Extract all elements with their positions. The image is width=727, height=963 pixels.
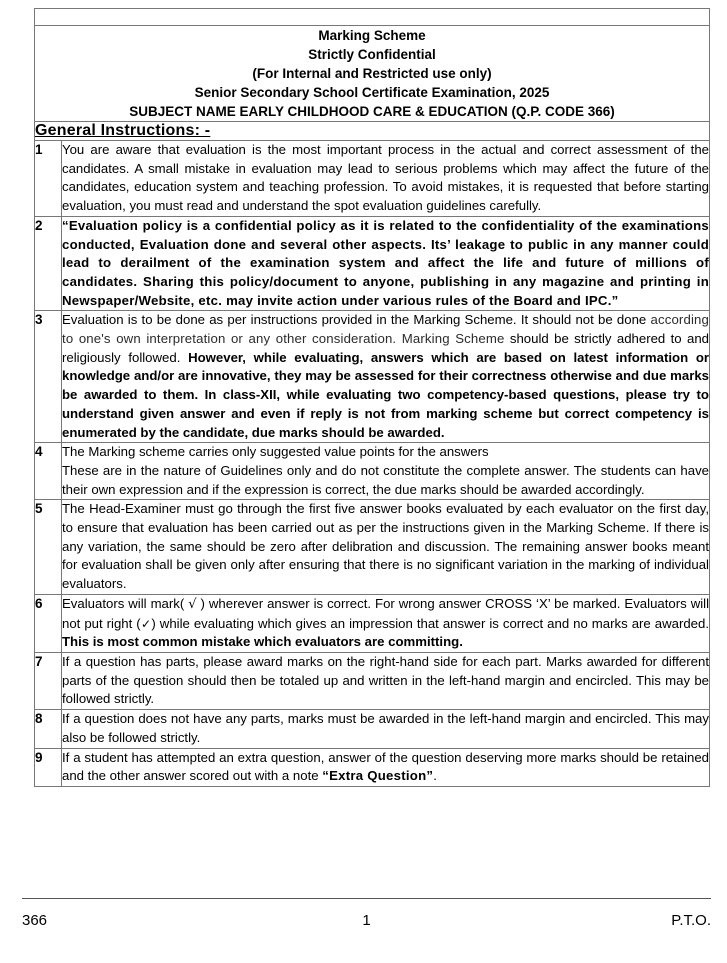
instruction-3-segment-b: according to one's own interpretation or any other consideration. Marking Scheme [62,312,709,347]
instruction-paragraph-7: If a question has parts, please award marks on the right-hand side for each part. Marks awarded for different parts of the question should then be totaled up and written in the left-hand margin and encircled. This may be followed strictly. [62,653,709,707]
instruction-9-segment-c: . [433,768,437,784]
instruction-paragraph-3 [62,311,709,442]
header-line-confidential: Strictly Confidential [308,47,436,62]
instruction-text-8 [62,710,710,748]
instruction-number-5: 5 [35,500,62,595]
instruction-row-7 [35,652,710,709]
footer-divider [22,898,711,899]
instruction-9-segment-a: If a student has attempted an extra question, answer of the question deserving more marks should be retained and the other answer scored out with a note [62,749,709,784]
header-line-internal-use: (For Internal and Restricted use only) [252,66,492,81]
instruction-text-3 [62,311,710,443]
footer-subject-code: 366 [22,912,48,929]
instruction-6-segment-d: This is most common mistake which evaluators are committing. [62,634,463,650]
instruction-row-3 [35,311,710,443]
instruction-number-1: 1 [35,141,62,217]
instruction-paragraph-9 [62,749,709,786]
instruction-row-6 [35,594,710,652]
instruction-4-line-2: These are in the nature of Guidelines only and do not constitute the complete answer. The students can have their own expression and if the expression is correct, the due marks should be awarded accordingly. [62,462,709,497]
instruction-row-5 [35,500,710,595]
instruction-6-segment-c: ) while evaluating which gives an impression that answer is correct and no marks are awarded. [151,615,709,631]
instruction-text-4 [62,443,710,500]
instruction-row-2 [35,216,710,311]
instruction-paragraph-2: “Evaluation policy is a confidential policy as it is related to the confidentiality of the examinations conducted, Evaluation done and several other aspects. Its’ leakage to public in any manner could lead to derailment of the examination system and affect the life and future of millions of candidates. Sharing this policy/document to anyone, publishing in any magazine and printing in Newspaper/Website, etc. may invite action under various rules of the Board and IPC.” [62,217,709,308]
instruction-text-5 [62,500,710,595]
top-spacer-cell [35,9,710,26]
header-row [35,26,710,122]
instruction-6-segment-a: Evaluators will mark( [62,595,189,611]
radical-symbol-icon: √ [188,596,197,612]
instruction-text-7 [62,652,710,709]
instruction-row-1 [35,141,710,217]
general-instructions-title: General Instructions: - [35,122,211,139]
instruction-3-segment-a: Evaluation is to be done as per instructions provided in the Marking Scheme. It should not be done [62,312,651,328]
general-instructions-row [35,122,710,141]
top-spacer-row [35,9,710,26]
instruction-paragraph-5: The Head-Examiner must go through the first five answer books evaluated by each evaluator on the first day, to ensure that evaluation has been carried out as per the instructions given in the Marking Scheme. If there is any variation, the same should be zero after delibration and discussion. The remaining answer books meant for evaluation shall be given only after ensuring that there is no significant variation in the marking of individual evaluators. [62,501,709,592]
instruction-number-8: 8 [35,710,62,748]
instruction-number-2: 2 [35,216,62,311]
page-footer [22,912,711,938]
instruction-9-extra-question: “Extra Question” [322,768,434,784]
instruction-row-9 [35,748,710,786]
instruction-number-3: 3 [35,311,62,443]
header-cell [35,26,710,122]
header-line-marking-scheme: Marking Scheme [318,28,426,43]
footer-page-number: 1 [362,912,371,929]
instruction-paragraph-1: You are aware that evaluation is the most important process in the actual and correct assessment of the candidates. A small mistake in evaluation may lead to serious problems which may affect the future of the candidates, education system and teaching profession. To avoid mistakes, it is requested that before starting evaluation, you must read and understand the spot evaluation guidelines carefully. [62,142,709,214]
instruction-text-6 [62,594,710,652]
checkmark-icon: ✓ [140,616,152,631]
instruction-text-2 [62,216,710,311]
instruction-paragraph-8: If a question does not have any parts, marks must be awarded in the left-hand margin and encircled. This may also be followed strictly. [62,711,709,745]
instruction-text-9 [62,748,710,786]
instruction-row-4 [35,443,710,500]
instruction-number-9: 9 [35,748,62,786]
general-instructions-cell [35,122,710,141]
header-line-subject: SUBJECT NAME EARLY CHILDHOOD CARE & EDUCATION (Q.P. CODE 366) [129,104,615,119]
instruction-number-7: 7 [35,652,62,709]
instruction-paragraph-6 [62,595,709,652]
instruction-number-4: 4 [35,443,62,500]
instruction-6-segment-b: ) wherever answer is correct. For wrong answer CROSS ‘X’ be marked. Evaluators will not put right ( [62,595,710,631]
instruction-number-6: 6 [35,594,62,652]
instruction-row-8 [35,710,710,748]
instruction-3-segment-c: should be strictly adhered to and religiously followed. [62,331,709,365]
header-line-examination: Senior Secondary School Certificate Examination, 2025 [194,85,550,100]
footer-pto-label: P.T.O. [671,912,711,929]
instruction-3-segment-d: However, while evaluating, answers which are based on latest information or knowledge and/or are innovative, they may be assessed for their correctness otherwise and due marks be awarded to them. In class-XII, while evaluating two competency-based questions, please try to understand given answer and even if reply is not from marking scheme but correct competency is enumerated by the candidate, due marks should be awarded. [62,349,710,440]
instruction-text-1 [62,141,710,217]
marking-scheme-table [34,8,710,787]
instruction-4-line-1: The Marking scheme carries only suggested value points for the answers [62,444,489,460]
